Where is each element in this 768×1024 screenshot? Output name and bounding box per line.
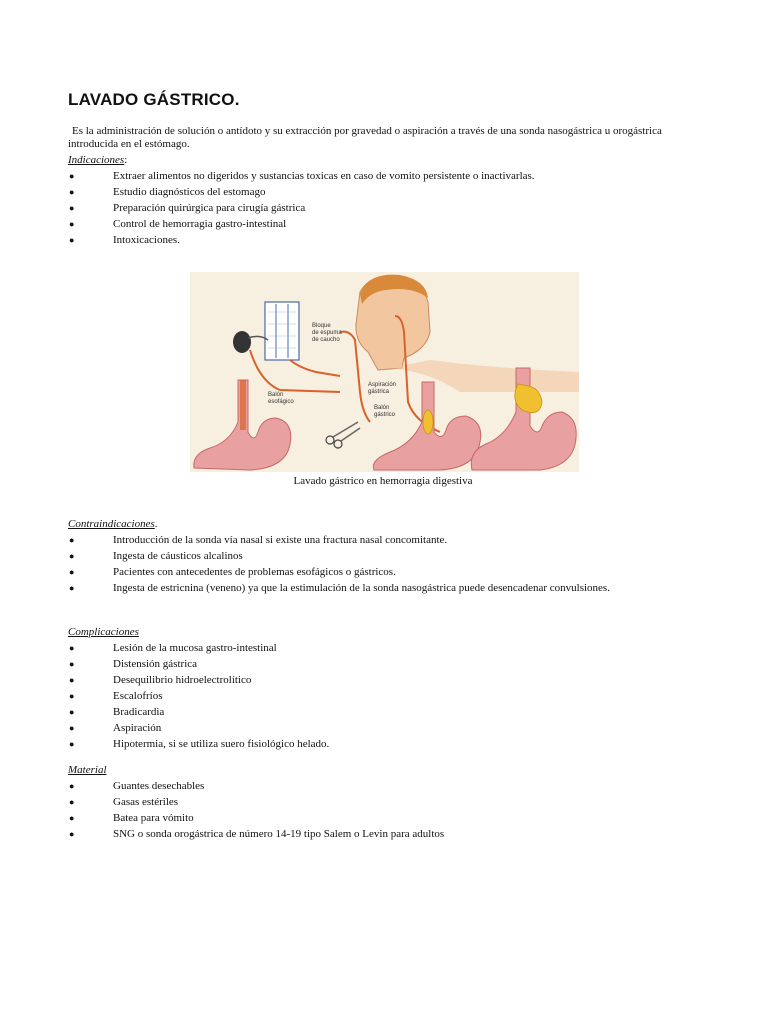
list-item [68, 200, 535, 216]
list-item [68, 656, 329, 672]
contraindicaciones-suffix: . [154, 518, 158, 530]
list-item-text: Aspiración [113, 722, 162, 734]
list-item [68, 778, 444, 794]
bullet-icon: ● [69, 203, 75, 213]
section-title-row [68, 624, 329, 640]
list-item-text: Control de hemorragia gastro-intestinal [113, 218, 287, 230]
list-item-text: Ingesta de estricnina (veneno) ya que la estimulación de la sonda nasogástrica puede desencadenar convulsiones. [113, 582, 610, 594]
bullet-icon: ● [69, 723, 75, 733]
list-item [68, 688, 329, 704]
list-item-text: Bradicardia [113, 706, 165, 718]
document-title: LAVADO GÁSTRICO. [68, 90, 240, 109]
label-balon-gastrico-1: Balón [374, 405, 390, 411]
bullet-icon: ● [69, 675, 75, 685]
label-aspiracion-1: Aspiración [368, 382, 397, 388]
label-espuma: de espuma [312, 330, 342, 336]
bullet-icon: ● [69, 551, 75, 561]
label-balon-esofagico-1: Balón [268, 392, 284, 398]
list-item [68, 720, 329, 736]
list-item [68, 232, 535, 248]
list-item [68, 826, 444, 842]
list-item-text: Guantes desechables [113, 780, 205, 792]
complicaciones-list [68, 640, 329, 752]
bullet-icon: ● [69, 219, 75, 229]
list-item [68, 672, 329, 688]
contraindicaciones-list [68, 532, 610, 596]
list-item [68, 564, 610, 580]
list-item-text: Lesión de la mucosa gastro-intestinal [113, 642, 277, 654]
complicaciones-title: Complicaciones [68, 626, 139, 638]
label-balon-gastrico-2: gástrico [374, 412, 396, 418]
indicaciones-list [68, 168, 535, 248]
indicaciones-suffix: : [124, 154, 128, 166]
list-item-text: Estudio diagnósticos del estomago [113, 186, 266, 198]
contraindicaciones-title: Contraindicaciones [68, 518, 155, 530]
list-item-text: Desequilibrio hidroelectrolítico [113, 674, 252, 686]
list-item-text: Introducción de la sonda vía nasal si existe una fractura nasal concomitante. [113, 534, 448, 546]
section-title-row [68, 152, 535, 168]
bullet-icon: ● [69, 829, 75, 839]
material-list [68, 778, 444, 842]
bullet-icon: ● [69, 535, 75, 545]
list-item [68, 704, 329, 720]
list-item-text: Ingesta de cáusticos alcalinos [113, 550, 243, 562]
list-item-text: Preparación quirúrgica para cirugía gástrica [113, 202, 306, 214]
bullet-icon: ● [69, 583, 75, 593]
section-title-row [68, 762, 444, 778]
gastric-lavage-illustration [190, 272, 579, 472]
section-complicaciones [68, 624, 329, 752]
bullet-icon: ● [69, 813, 75, 823]
illustration-svg [190, 272, 579, 472]
section-indicaciones [68, 152, 535, 248]
bullet-icon: ● [69, 187, 75, 197]
section-material [68, 762, 444, 842]
label-balon-esofagico-2: esofágico [268, 399, 294, 405]
bullet-icon: ● [69, 707, 75, 717]
list-item [68, 736, 329, 752]
list-item [68, 580, 610, 596]
material-title: Material [68, 764, 107, 776]
figure-caption: Lavado gástrico en hemorragia digestiva [293, 475, 473, 487]
list-item-text: Gasas estériles [113, 796, 179, 808]
bullet-icon: ● [69, 797, 75, 807]
bullet-icon: ● [69, 739, 75, 749]
list-item [68, 168, 535, 184]
list-item [68, 532, 610, 548]
list-item-text: Batea para vómito [113, 812, 194, 824]
section-contraindicaciones [68, 516, 610, 596]
list-item [68, 810, 444, 826]
intro-paragraph: Es la administración de solución o antídoto y su extracción por gravedad o aspiración a través de una sonda nasogástrica u orogástrica introducida en el estómago. [68, 125, 662, 150]
list-item [68, 794, 444, 810]
section-title-row [68, 516, 610, 532]
list-item-text: SNG o sonda orogástrica de número 14-19 tipo Salem o Levin para adultos [113, 828, 445, 840]
bullet-icon: ● [69, 171, 75, 181]
list-item [68, 640, 329, 656]
list-item [68, 184, 535, 200]
manometer-rack-icon [265, 302, 299, 360]
list-item-text: Hipotermia, si se utiliza suero fisiológico helado. [113, 738, 330, 750]
list-item-text: Extraer alimentos no digeridos y sustancias toxicas en caso de vomito persistente o inactivarlas. [113, 170, 535, 182]
list-item [68, 216, 535, 232]
bullet-icon: ● [69, 235, 75, 245]
bullet-icon: ● [69, 567, 75, 577]
list-item-text: Pacientes con antecedentes de problemas esofágicos o gástricos. [113, 566, 396, 578]
indicaciones-title: Indicaciones [68, 154, 125, 166]
bullet-icon: ● [69, 691, 75, 701]
label-bloque: Bloque [312, 323, 331, 329]
list-item-text: Escalofríos [113, 690, 163, 702]
list-item [68, 548, 610, 564]
list-item-text: Intoxicaciones. [113, 234, 180, 246]
label-caucho: de caucho [312, 337, 340, 343]
bullet-icon: ● [69, 643, 75, 653]
list-item-text: Distensión gástrica [113, 658, 198, 670]
label-aspiracion-2: gástrica [368, 389, 390, 395]
bullet-icon: ● [69, 659, 75, 669]
bullet-icon: ● [69, 781, 75, 791]
